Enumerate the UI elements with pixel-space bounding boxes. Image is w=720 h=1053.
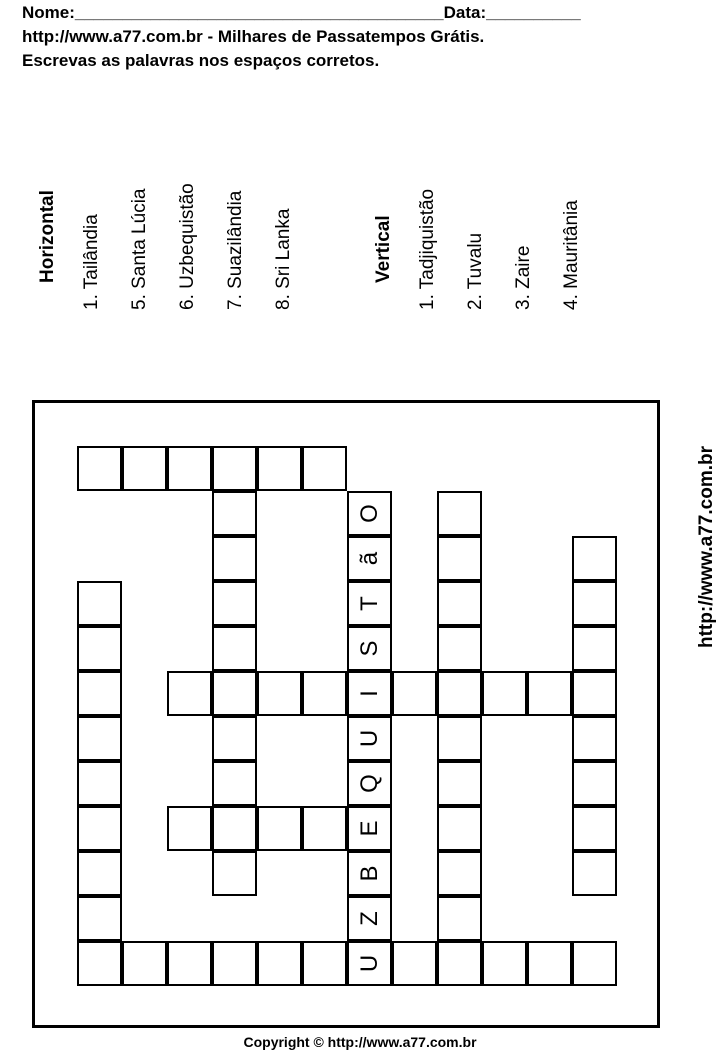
blank-cell[interactable] xyxy=(167,671,212,716)
blank-cell[interactable] xyxy=(167,806,212,851)
cell-letter: U xyxy=(355,729,383,748)
blank-cell[interactable] xyxy=(527,941,572,986)
blank-cell[interactable] xyxy=(437,536,482,581)
horizontal-clue: 1. Tailândia xyxy=(81,214,102,310)
blank-cell[interactable] xyxy=(572,806,617,851)
blank-cell[interactable] xyxy=(212,626,257,671)
blank-cell[interactable] xyxy=(77,671,122,716)
prefilled-cell xyxy=(347,626,392,671)
prefilled-cell xyxy=(347,896,392,941)
blank-cell[interactable] xyxy=(77,626,122,671)
blank-cell[interactable] xyxy=(482,941,527,986)
blank-cell[interactable] xyxy=(212,446,257,491)
blank-cell[interactable] xyxy=(437,626,482,671)
cell-letter: ã xyxy=(355,551,383,566)
blank-cell[interactable] xyxy=(527,671,572,716)
blank-cell[interactable] xyxy=(437,896,482,941)
blank-cell[interactable] xyxy=(77,851,122,896)
blank-cell[interactable] xyxy=(212,671,257,716)
blank-cell[interactable] xyxy=(122,446,167,491)
cell-letter: T xyxy=(355,596,383,611)
blank-cell[interactable] xyxy=(257,446,302,491)
prefilled-cell xyxy=(347,491,392,536)
blank-cell[interactable] xyxy=(212,941,257,986)
vertical-clue: 3. Zaire xyxy=(513,245,534,310)
blank-cell[interactable] xyxy=(77,941,122,986)
prefilled-cell xyxy=(347,851,392,896)
blank-cell[interactable] xyxy=(302,806,347,851)
prefilled-cell xyxy=(347,536,392,581)
blank-cell[interactable] xyxy=(212,716,257,761)
blank-cell[interactable] xyxy=(77,716,122,761)
cell-letter: I xyxy=(355,690,383,697)
blank-cell[interactable] xyxy=(212,806,257,851)
cell-letter: Z xyxy=(355,911,383,926)
prefilled-cell xyxy=(347,671,392,716)
blank-cell[interactable] xyxy=(437,491,482,536)
blank-cell[interactable] xyxy=(392,941,437,986)
prefilled-cell xyxy=(347,581,392,626)
prefilled-cell xyxy=(347,941,392,986)
horizontal-clue: 6. Uzbequistão xyxy=(177,183,198,310)
cell-letter: O xyxy=(355,504,383,523)
cell-letter: S xyxy=(355,640,383,657)
blank-cell[interactable] xyxy=(437,716,482,761)
blank-cell[interactable] xyxy=(212,491,257,536)
blank-cell[interactable] xyxy=(257,806,302,851)
blank-cell[interactable] xyxy=(302,671,347,716)
horizontal-clue: 8. Sri Lanka xyxy=(273,208,294,310)
blank-cell[interactable] xyxy=(437,671,482,716)
blank-cell[interactable] xyxy=(437,581,482,626)
blank-cell[interactable] xyxy=(212,851,257,896)
blank-cell[interactable] xyxy=(302,941,347,986)
cell-letter: B xyxy=(355,865,383,882)
cell-letter: U xyxy=(355,954,383,973)
horizontal-title: Horizontal xyxy=(37,190,58,283)
vertical-clue: 4. Mauritânia xyxy=(561,200,582,310)
blank-cell[interactable] xyxy=(257,941,302,986)
blank-cell[interactable] xyxy=(572,851,617,896)
blank-cell[interactable] xyxy=(572,536,617,581)
blank-cell[interactable] xyxy=(572,716,617,761)
blank-cell[interactable] xyxy=(572,626,617,671)
prefilled-cell xyxy=(347,716,392,761)
blank-cell[interactable] xyxy=(572,941,617,986)
blank-cell[interactable] xyxy=(482,671,527,716)
cell-letter: E xyxy=(355,820,383,837)
blank-cell[interactable] xyxy=(437,851,482,896)
blank-cell[interactable] xyxy=(212,761,257,806)
cell-letter: Q xyxy=(355,774,383,793)
prefilled-cell xyxy=(347,761,392,806)
blank-cell[interactable] xyxy=(257,671,302,716)
blank-cell[interactable] xyxy=(572,671,617,716)
blank-cell[interactable] xyxy=(212,581,257,626)
blank-cell[interactable] xyxy=(572,581,617,626)
blank-cell[interactable] xyxy=(212,536,257,581)
vertical-clue: 2. Tuvalu xyxy=(465,232,486,310)
blank-cell[interactable] xyxy=(167,446,212,491)
blank-cell[interactable] xyxy=(437,941,482,986)
blank-cell[interactable] xyxy=(437,806,482,851)
vertical-clue: 1. Tadjiquistão xyxy=(417,188,438,310)
copyright: Copyright © http://www.a77.com.br xyxy=(243,1034,477,1050)
instructions: Escrevas as palavras nos espaços corretos. xyxy=(22,51,380,70)
prefilled-cell xyxy=(347,806,392,851)
blank-cell[interactable] xyxy=(572,761,617,806)
horizontal-clue: 7. Suazilândia xyxy=(225,190,246,310)
blank-cell[interactable] xyxy=(302,446,347,491)
vertical-title: Vertical xyxy=(373,215,394,283)
blank-cell[interactable] xyxy=(437,761,482,806)
blank-cell[interactable] xyxy=(77,446,122,491)
blank-cell[interactable] xyxy=(167,941,212,986)
name-date-line: Nome:_______________________________________Data:__________ xyxy=(22,3,581,22)
blank-cell[interactable] xyxy=(77,761,122,806)
blank-cell[interactable] xyxy=(122,941,167,986)
horizontal-clue: 5. Santa Lúcia xyxy=(129,188,150,310)
side-url[interactable]: http://www.a77.com.br xyxy=(696,446,717,648)
blank-cell[interactable] xyxy=(77,806,122,851)
blank-cell[interactable] xyxy=(77,896,122,941)
blank-cell[interactable] xyxy=(77,581,122,626)
site-line[interactable]: http://www.a77.com.br - Milhares de Passatempos Grátis. xyxy=(22,27,485,46)
blank-cell[interactable] xyxy=(392,671,437,716)
